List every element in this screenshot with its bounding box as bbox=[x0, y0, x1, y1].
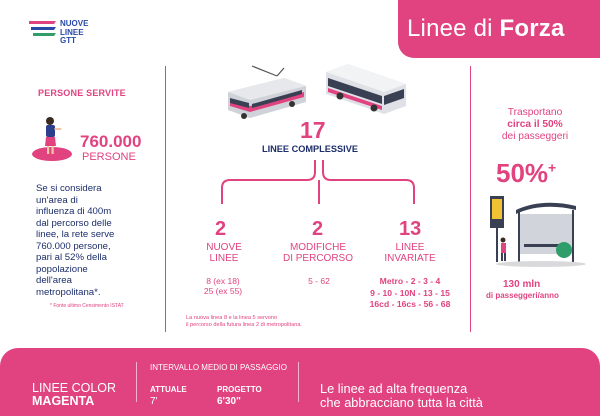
bus-stop-icon bbox=[486, 190, 586, 270]
people-count: 760.000 bbox=[80, 132, 142, 151]
new-lines-number: 2 bbox=[215, 218, 227, 240]
bus-icon bbox=[318, 58, 413, 118]
passenger-share-text: Trasportano circa il 50% dei passeggeri bbox=[501, 107, 569, 142]
route-changes-label: MODIFICHE DI PERCORSO bbox=[282, 242, 353, 264]
unchanged-lines-number: 13 bbox=[399, 218, 422, 240]
person-icon bbox=[26, 112, 86, 164]
new-lines-label: NUOVE LINEE bbox=[206, 242, 242, 264]
interval-attuale: ATTUALE 7' bbox=[150, 385, 187, 407]
people-label: PERSONE bbox=[82, 151, 136, 163]
big-percent: 50%+ bbox=[496, 158, 557, 188]
unchanged-lines-label: LINEE INVARIATE bbox=[384, 242, 436, 264]
persone-servite-heading: PERSONE SERVITE bbox=[38, 88, 126, 98]
tagline: Le linee ad alta frequenza che abbracciano tutta la città bbox=[320, 381, 483, 410]
footer bbox=[0, 348, 600, 416]
line-color-label: LINEE COLOR MAGENTA bbox=[32, 381, 117, 408]
passengers-per-year-label: di passeggeri/anno bbox=[486, 291, 559, 300]
new-lines-detail: 8 (ex 18) 25 (ex 55) bbox=[203, 276, 243, 296]
total-lines-label: LINEE COMPLESSIVE bbox=[262, 144, 358, 154]
unchanged-lines-detail: Metro - 2 - 3 - 4 9 - 10 - 10N - 13 - 15 16cd - 16cs - 56 - 68 bbox=[369, 276, 451, 309]
route-changes-detail: 5 - 62 bbox=[308, 276, 330, 286]
divider-right bbox=[470, 66, 471, 332]
divider-left bbox=[165, 66, 166, 332]
footer-divider-2 bbox=[298, 362, 299, 402]
lines-note: La nuova linea 8 e la linea 5 servono il percorso della futura linea 2 di metropolitana. bbox=[186, 315, 302, 328]
total-lines-number: 17 bbox=[300, 117, 326, 143]
footer-divider-1 bbox=[136, 362, 137, 402]
gtt-logo bbox=[28, 12, 138, 52]
coverage-paragraph: Se si considera un'area di influenza di 400m dal percorso delle linee, la rete serve 760.000 persone, pari al 52% della popolazione dell'area metropolitana*. bbox=[36, 183, 115, 298]
source-footnote: * Fonte ultimo Censimento ISTAT bbox=[50, 303, 124, 309]
route-changes-number: 2 bbox=[312, 218, 324, 240]
logo-text: NUOVE LINEE GTT bbox=[60, 19, 89, 45]
interval-title: INTERVALLO MEDIO DI PASSAGGIO bbox=[150, 363, 287, 372]
page-title: Linee di Forza bbox=[407, 15, 565, 42]
tram-icon bbox=[222, 64, 317, 124]
passengers-per-year: 130 mln bbox=[503, 279, 541, 290]
bracket-connector bbox=[210, 160, 430, 210]
interval-progetto: PROGETTO 6'30" bbox=[217, 385, 262, 407]
logo-mark-icon bbox=[28, 18, 58, 42]
header bbox=[0, 0, 600, 58]
